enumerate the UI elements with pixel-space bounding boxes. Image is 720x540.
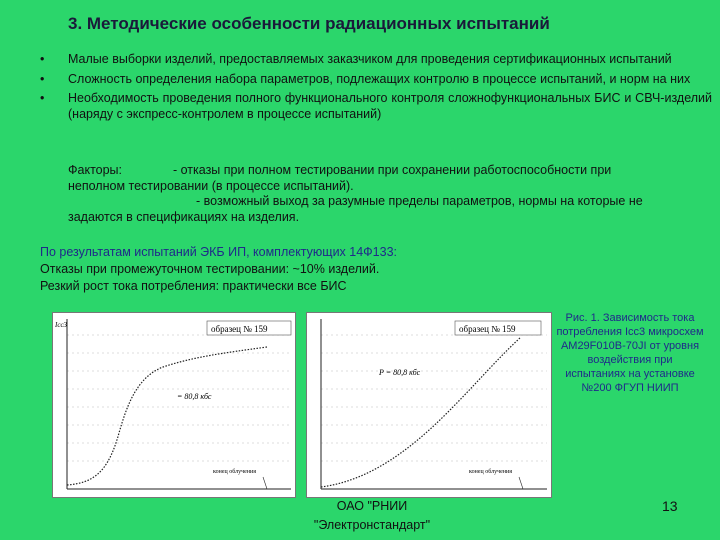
bullet-item	[40, 72, 712, 88]
factors-text: - отказы при полном тестировании при сохранении работоспособности при	[172, 163, 612, 177]
chart-left-svg	[53, 313, 295, 497]
factors-line	[68, 163, 708, 179]
bullet-dot-icon: •	[40, 91, 45, 105]
bullet-text: Сложность определения набора параметров, подлежащих контролю в процессе испытаний, и норм на них	[68, 71, 691, 86]
footer-org-line: ОАО "РНИИ	[336, 499, 408, 513]
footer-organization	[292, 497, 452, 535]
chart-left-ylabel: Iсс3	[55, 321, 68, 329]
factors-block	[68, 163, 708, 225]
chart-left-image	[52, 312, 296, 498]
factors-text: - возможный выход за разумные пределы параметров, нормы на которые не	[196, 194, 643, 208]
results-heading: По результатам испытаний ЭКБ ИП, комплектующих 14Ф133:	[40, 245, 398, 259]
results-line: Резкий рост тока потребления: практически все БИС	[40, 279, 347, 293]
chart-left-param-label: = 80,8 кбс	[177, 392, 212, 401]
bullet-text: Малые выборки изделий, предоставляемых заказчиком для проведения сертификационных испытаний	[68, 52, 672, 66]
chart-left-end-label: конец облучения	[213, 469, 256, 475]
factors-text: неполном тестировании (в процессе испытаний).	[68, 178, 354, 193]
results-block	[40, 244, 397, 295]
bullet-item	[40, 91, 712, 122]
figure-caption: Рис. 1. Зависимость тока потребления Icc3 микросхем AM29F010B-70JI от уровня воздействия при испытаниях на установке №200 ФГУП НИИП	[556, 312, 704, 394]
bullet-text: Необходимость проведения полного функционального контроля сложнофункциональных БИС и СВЧ-изделий (наряду с экспресс-контролем в процессе испытаний)	[68, 91, 712, 121]
bullet-list	[40, 52, 712, 126]
slide-title: 3. Методические особенности радиационных испытаний	[68, 14, 550, 33]
factors-text: задаются в спецификациях на изделия.	[68, 209, 300, 224]
bullet-dot-icon: •	[40, 52, 45, 66]
results-line: Отказы при промежуточном тестировании: ~10% изделий.	[40, 262, 380, 276]
chart-right-end-label: конец облучения	[469, 469, 512, 475]
page-number: 13	[662, 498, 678, 514]
chart-right-svg	[307, 313, 551, 497]
chart-right-sample-label: образец № 159	[459, 324, 516, 334]
factors-label: Факторы:	[68, 163, 123, 177]
chart-right-param-label: P = 80,8 кбс	[379, 368, 421, 377]
bullet-item	[40, 52, 712, 68]
chart-right-image	[306, 312, 552, 498]
footer-org-line: "Электронстандарт"	[313, 518, 431, 532]
bullet-dot-icon: •	[40, 71, 45, 86]
chart-left-sample-label: образец № 159	[211, 324, 268, 334]
